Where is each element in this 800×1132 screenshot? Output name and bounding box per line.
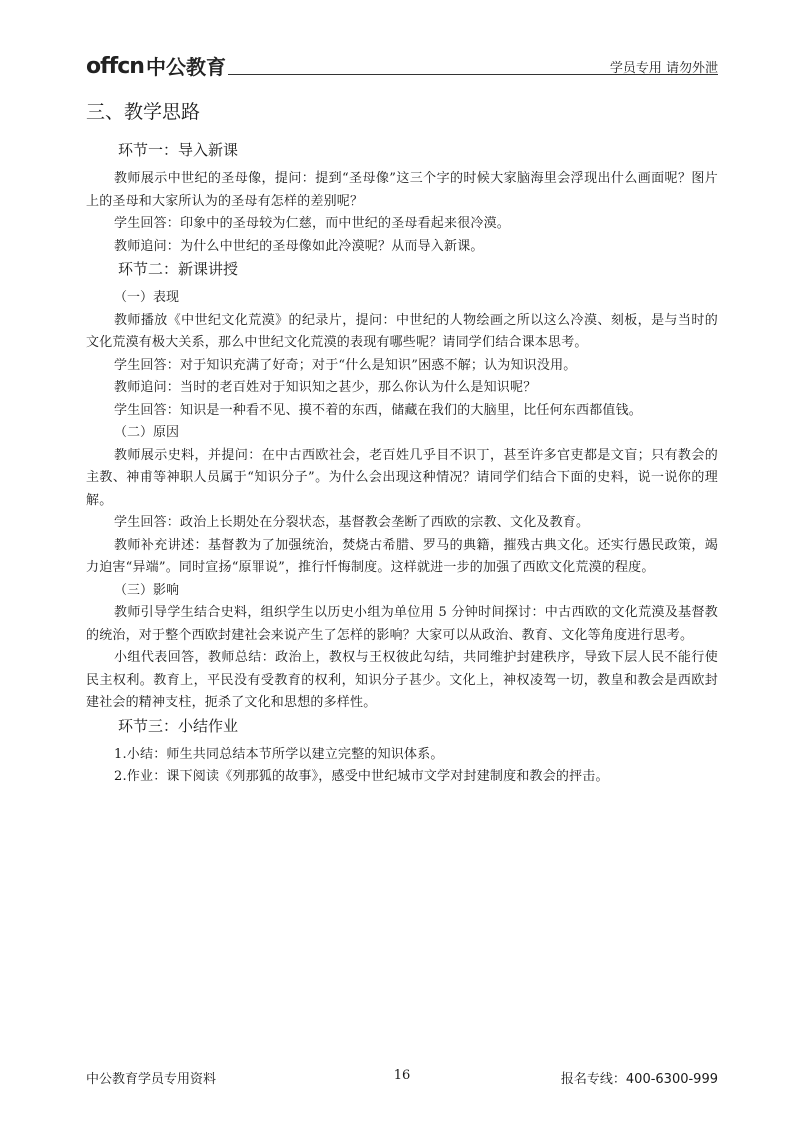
subsection-heading: （二）原因 [114,425,180,440]
paragraph: 教师补充讲述：基督教为了加强统治，焚烧古希腊、罗马的典籍，摧残古典文化。还实行愚民政策，竭力迫害“异端”。同时宣扬“原罪说”，推行忏悔制度。这样就进一步的加强了西欧文化荒漠的程度。 [86,537,718,575]
footer-hotline: 报名专线：400-6300-999 [560,1072,718,1087]
paragraph: 学生回答：知识是一种看不见、摸不着的东西，储藏在我们的大脑里，比任何东西都值钱。 [114,402,643,418]
paragraph: 学生回答：对于知识充满了好奇；对于“什么是知识”困惑不解；认为知识没用。 [114,357,577,373]
paragraph: 教师追问：为什么中世纪的圣母像如此冷漠呢？从而导入新课。 [114,238,484,254]
paragraph: 学生回答：印象中的圣母较为仁慈，而中世纪的圣母看起来很冷漠。 [114,216,511,231]
footer-source: 中公教育学员专用资料 [86,1072,217,1087]
paragraph: 教师展示史料，并提问：在中古西欧社会，老百姓几乎目不识丁，甚至许多官吏都是文盲；只有教会的主教、神甫等神职人员属于“知识分子”。为什么会出现这种情况？请同学们结合下面的史料，说一说你的理解。 [86,447,718,508]
step-3-title: 环节三：小结作业 [118,716,239,735]
subsection-heading: （一）表现 [114,290,180,305]
logo-chinese-text: 中公教育 [145,55,226,79]
document-body [86,100,718,789]
paragraph: 2.作业：课下阅读《列那狐的故事》，感受中世纪城市文学对封建制度和教会的抨击。 [114,769,609,784]
logo-latin-text: offcn [86,54,144,79]
section-title: 三、教学思路 [86,101,201,123]
page-footer [86,1068,718,1088]
paragraph: 教师追问：当时的老百姓对于知识知之甚少，那么你认为什么是知识呢？ [114,380,537,395]
paragraph: 教师播放《中世纪文化荒漠》的纪录片，提问：中世纪的人物绘画之所以这么冷漠、刻板，是与当时的文化荒漠有极大关系，那么中世纪文化荒漠的表现有哪些呢？请同学们结合课本思考。 [86,312,718,350]
offcn-logo [86,50,226,78]
subsection-heading: （三）影响 [114,582,180,598]
page-header [86,50,718,78]
paragraph: 教师引导学生结合史料，组织学生以历史小组为单位用 5 分钟时间探讨：中古西欧的文化荒漠及基督教的统治，对于整个西欧封建社会来说产生了怎样的影响？大家可以从政治、教育、文化等角度进行思考。 [86,605,718,643]
header-confidential-note: 学员专用 请勿外泄 [609,61,718,76]
paragraph: 学生回答：政治上长期处在分裂状态，基督教会垄断了西欧的宗教、文化及教育。 [114,515,590,530]
step-1-title: 环节一：导入新课 [118,141,239,159]
paragraph: 1.小结：师生共同总结本节所学以建立完整的知识体系。 [114,746,444,762]
paragraph: 教师展示中世纪的圣母像，提问：提到“圣母像”这三个字的时候大家脑海里会浮现出什么画面呢？图片上的圣母和大家所认为的圣母有怎样的差别呢？ [86,171,718,209]
page-number: 16 [393,1068,411,1083]
step-2-title: 环节二：新课讲授 [118,260,239,278]
paragraph: 小组代表回答，教师总结：政治上，教权与王权彼此勾结，共同维护封建秩序，导致下层人民不能行使民主权利。教育上，平民没有受教育的权利，知识分子甚少。文化上，神权凌驾一切，教皇和教会是西欧封建社会的精神支柱，扼杀了文化和思想的多样性。 [86,650,718,710]
